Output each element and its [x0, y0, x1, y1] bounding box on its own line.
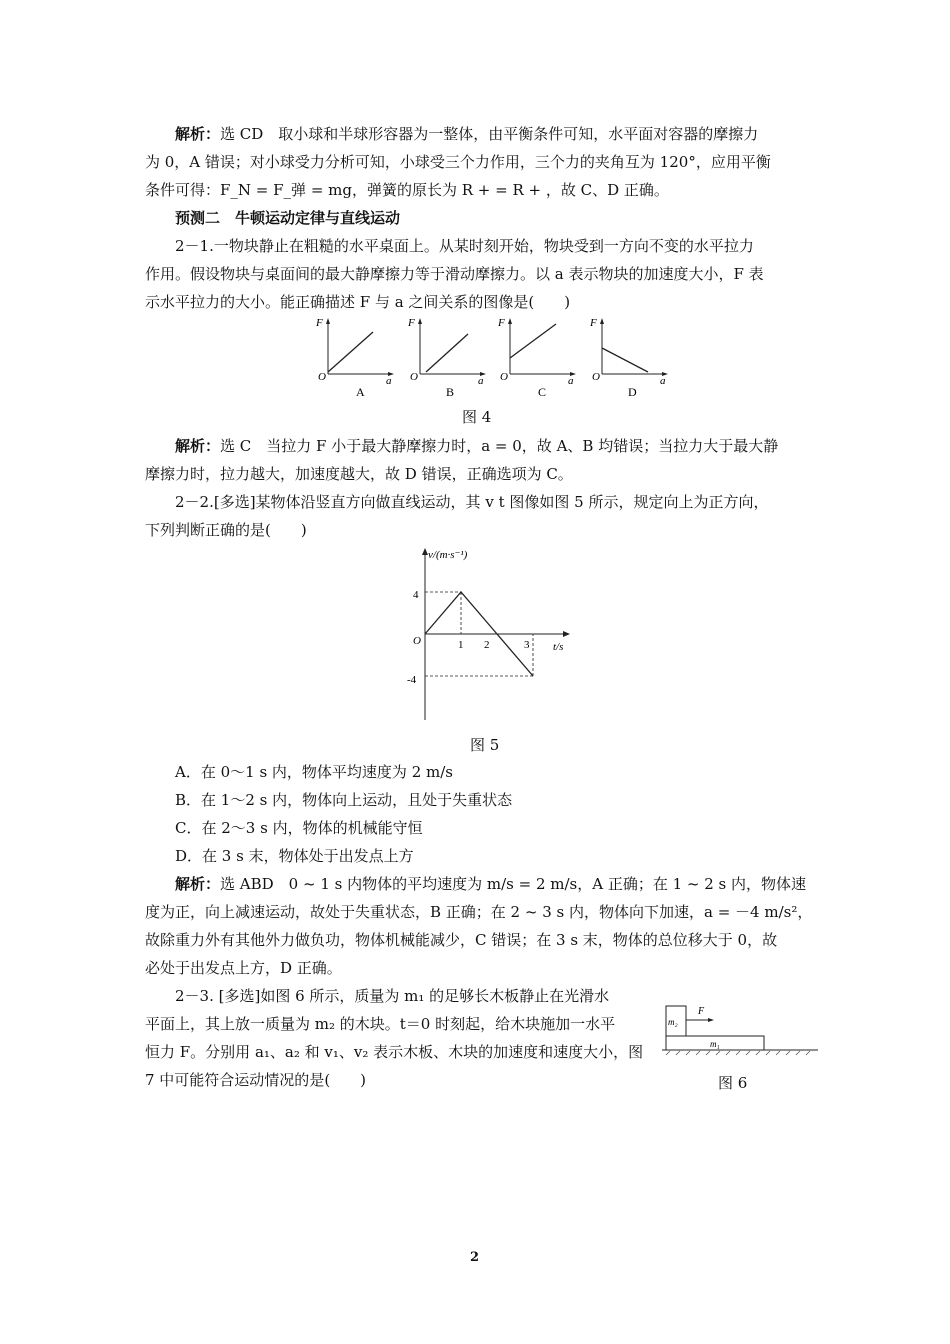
option-b: B．在 1～2 s 内，物体向上运动，且处于失重状态 [175, 791, 513, 809]
analysis-2-2-line-2: 度为正，向上减速运动，故处于失重状态，B 正确；在 2 ~ 3 s 内，物体向下加速，a = －4 m/s²， [145, 903, 813, 921]
question-2-3-line-3: 恒力 F。分别用 a₁、a₂ 和 v₁、v₂ 表示木板、木块的加速度和速度大小，图 [145, 1043, 644, 1061]
panel-label: B [446, 385, 455, 399]
figure-4-panel-c [497, 317, 576, 399]
x-tick-1: 1 [458, 639, 464, 651]
question-2-1-line-2: 作用。假设物块与桌面间的最大静摩擦力等于滑动摩擦力。以 a 表示物块的加速度大小，F 表 [145, 265, 764, 283]
question-2-2-line-1: 2－2.[多选]某物体沿竖直方向做直线运动，其 v t 图像如图 5 所示，规定向上为正方向， [175, 493, 769, 511]
figure-6-caption: 图 6 [718, 1074, 748, 1092]
figure-4-panel-a [315, 317, 394, 399]
question-2-1-line-1: 2－1.一物块静止在粗糙的水平桌面上。从某时刻开始，物块受到一方向不变的水平拉力 [175, 237, 754, 255]
question-2-3-line-2: 平面上，其上放一质量为 m₂ 的木块。t＝0 时刻起，给木块施加一水平 [145, 1015, 616, 1033]
analysis-1-line-1: 解析：选 CD 取小球和半球形容器为一整体，由平衡条件可知，水平面对容器的摩擦力 [175, 125, 759, 143]
option-c: C．在 2～3 s 内，物体的机械能守恒 [175, 819, 423, 837]
origin-label: O [413, 635, 421, 647]
origin-label: O [318, 371, 326, 383]
svg-text:O: O [500, 371, 508, 383]
ground-hatching [666, 1051, 810, 1055]
question-2-3-line-4: 7 中可能符合运动情况的是( ) [145, 1071, 367, 1089]
option-a: A．在 0～1 s 内，物体平均速度为 2 m/s [175, 763, 453, 781]
x-tick-3: 3 [524, 639, 530, 651]
analysis-2-2-line-3: 故除重力外有其他外力做负功，物体机械能减少，C 错误；在 3 s 末，物体的总位移大于 0，故 [145, 931, 778, 949]
analysis-2-2-line-4: 必处于出发点上方，D 正确。 [145, 959, 342, 977]
page-number: 2 [470, 1250, 480, 1265]
x-axis-arrow [563, 631, 570, 637]
figure-4-caption: 图 4 [462, 408, 492, 426]
axis-x-label: a [386, 375, 392, 387]
figure-5-caption: 图 5 [470, 736, 500, 754]
panel-label: D [628, 385, 637, 399]
svg-text:F: F [590, 317, 597, 329]
figure-4-panel-d [589, 317, 668, 399]
analysis-2-1-line-1: 解析：选 C 当拉力 F 小于最大静摩擦力时，a = 0，故 A、B 均错误；当拉力大于最大静 [175, 437, 779, 455]
svg-text:O: O [592, 371, 600, 383]
section-title: 预测二 牛顿运动定律与直线运动 [175, 209, 401, 227]
option-d: D．在 3 s 末，物体处于出发点上方 [175, 847, 414, 865]
svg-text:F: F [498, 317, 505, 329]
y-tick-neg4: -4 [407, 674, 417, 686]
figure-4 [310, 314, 680, 404]
figure-5-chart [400, 540, 590, 725]
svg-text:O: O [410, 371, 418, 383]
svg-text:a: a [478, 375, 484, 387]
svg-text:a: a [568, 375, 574, 387]
analysis-1-line-3: 条件可得：F_N = F_弹 = mg，弹簧的原长为 R + = R + ，故 C、D 正确。 [145, 181, 669, 199]
figure-6 [662, 1000, 822, 1058]
question-2-3-line-1: 2－3. [多选]如图 6 所示，质量为 m₁ 的足够长木板静止在光滑水 [175, 987, 610, 1005]
y-tick-4: 4 [413, 589, 419, 601]
analysis-label: 解析： [175, 125, 221, 143]
y-axis-label: v/(m·s⁻¹) [428, 549, 468, 561]
svg-text:m₁: m₁ [710, 1039, 720, 1049]
axis-y-label: F [316, 317, 323, 329]
svg-text:a: a [660, 375, 666, 387]
analysis-2-1-line-2: 摩擦力时，拉力越大，加速度越大，故 D 错误，正确选项为 C。 [145, 465, 573, 483]
svg-text:F: F [408, 317, 415, 329]
svg-text:F: F [698, 1006, 705, 1017]
analysis-1-line-2: 为 0，A 错误；对小球受力分析可知，小球受三个力作用，三个力的夹角互为 120°，应用平衡 [145, 153, 771, 171]
panel-label: C [538, 385, 547, 399]
x-axis-label: t/s [553, 641, 564, 653]
question-2-1-line-3: 示水平拉力的大小。能正确描述 F 与 a 之间关系的图像是( ) [145, 293, 571, 311]
x-tick-2: 2 [484, 639, 490, 651]
analysis-2-2-line-1: 解析：选 ABD 0 ~ 1 s 内物体的平均速度为 m/s = 2 m/s，A 正确；在 1 ~ 2 s 内，物体速 [175, 875, 807, 893]
svg-text:m₂: m₂ [668, 1017, 678, 1027]
panel-label: A [356, 385, 365, 399]
figure-4-panel-b [407, 317, 486, 399]
question-2-2-line-2: 下列判断正确的是( ) [145, 521, 307, 539]
